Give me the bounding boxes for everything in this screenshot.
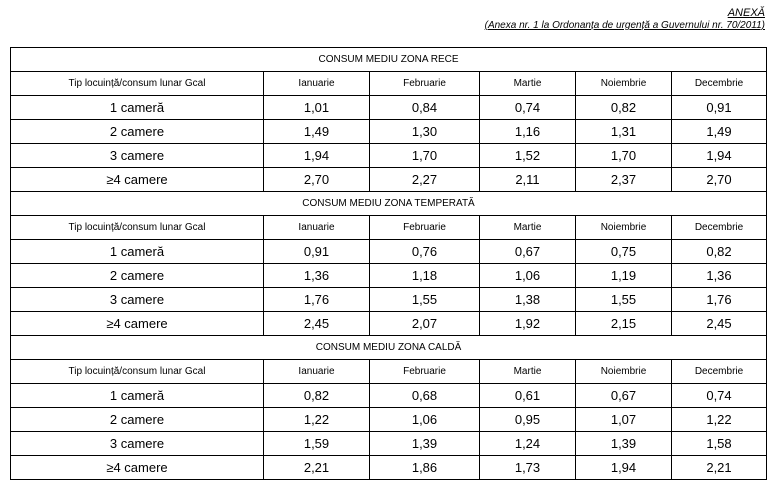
- value-cell: 2,07: [370, 312, 480, 336]
- row-label: 1 cameră: [11, 240, 264, 264]
- column-header: Tip locuință/consum lunar Gcal: [11, 216, 264, 240]
- column-header-row: [11, 360, 767, 384]
- table-row: [11, 432, 767, 456]
- value-cell: 1,38: [480, 288, 576, 312]
- section-title: CONSUM MEDIU ZONA TEMPERATĂ: [11, 192, 767, 216]
- table-row: [11, 312, 767, 336]
- value-cell: 1,94: [576, 456, 672, 480]
- value-cell: 1,59: [264, 432, 370, 456]
- value-cell: 0,95: [480, 408, 576, 432]
- value-cell: 0,82: [264, 384, 370, 408]
- row-label: 3 camere: [11, 288, 264, 312]
- row-label: 1 cameră: [11, 96, 264, 120]
- value-cell: 1,94: [672, 144, 767, 168]
- row-label: 2 camere: [11, 120, 264, 144]
- column-header: Martie: [480, 216, 576, 240]
- value-cell: 2,37: [576, 168, 672, 192]
- value-cell: 1,36: [672, 264, 767, 288]
- column-header: Tip locuință/consum lunar Gcal: [11, 360, 264, 384]
- consumption-table: [10, 47, 767, 480]
- section-title-row: [11, 192, 767, 216]
- annex-title: ANEXĂ: [727, 7, 765, 19]
- value-cell: 2,70: [264, 168, 370, 192]
- value-cell: 0,82: [576, 96, 672, 120]
- row-label: 2 camere: [11, 264, 264, 288]
- column-header: Martie: [480, 72, 576, 96]
- column-header: Februarie: [370, 216, 480, 240]
- column-header: Decembrie: [672, 216, 767, 240]
- table-row: [11, 144, 767, 168]
- section-title: CONSUM MEDIU ZONA RECE: [11, 48, 767, 72]
- value-cell: 2,45: [264, 312, 370, 336]
- column-header: Decembrie: [672, 72, 767, 96]
- value-cell: 0,74: [480, 96, 576, 120]
- value-cell: 0,91: [264, 240, 370, 264]
- value-cell: 0,75: [576, 240, 672, 264]
- annex-reference: (Anexa nr. 1 la Ordonanța de urgență a Guvernului nr. 70/2011): [484, 20, 765, 31]
- value-cell: 1,36: [264, 264, 370, 288]
- value-cell: 0,91: [672, 96, 767, 120]
- value-cell: 1,30: [370, 120, 480, 144]
- value-cell: 1,55: [370, 288, 480, 312]
- value-cell: 1,24: [480, 432, 576, 456]
- value-cell: 1,92: [480, 312, 576, 336]
- section-title-row: [11, 336, 767, 360]
- value-cell: 1,06: [370, 408, 480, 432]
- column-header: Februarie: [370, 72, 480, 96]
- value-cell: 2,21: [672, 456, 767, 480]
- value-cell: 1,07: [576, 408, 672, 432]
- section-title: CONSUM MEDIU ZONA CALDĂ: [11, 336, 767, 360]
- column-header-row: [11, 216, 767, 240]
- value-cell: 0,61: [480, 384, 576, 408]
- value-cell: 0,84: [370, 96, 480, 120]
- table-row: [11, 96, 767, 120]
- value-cell: 1,70: [576, 144, 672, 168]
- value-cell: 2,45: [672, 312, 767, 336]
- column-header: Ianuarie: [264, 360, 370, 384]
- row-label: ≥4 camere: [11, 456, 264, 480]
- table-row: [11, 168, 767, 192]
- value-cell: 1,86: [370, 456, 480, 480]
- value-cell: 0,76: [370, 240, 480, 264]
- table-row: [11, 264, 767, 288]
- value-cell: 2,21: [264, 456, 370, 480]
- value-cell: 1,73: [480, 456, 576, 480]
- value-cell: 1,70: [370, 144, 480, 168]
- value-cell: 0,74: [672, 384, 767, 408]
- column-header: Ianuarie: [264, 72, 370, 96]
- column-header: Noiembrie: [576, 216, 672, 240]
- value-cell: 1,31: [576, 120, 672, 144]
- value-cell: 1,19: [576, 264, 672, 288]
- value-cell: 1,76: [672, 288, 767, 312]
- value-cell: 1,76: [264, 288, 370, 312]
- value-cell: 1,52: [480, 144, 576, 168]
- value-cell: 1,39: [370, 432, 480, 456]
- table-row: [11, 240, 767, 264]
- value-cell: 2,27: [370, 168, 480, 192]
- row-label: 2 camere: [11, 408, 264, 432]
- value-cell: 1,22: [672, 408, 767, 432]
- column-header: Ianuarie: [264, 216, 370, 240]
- value-cell: 1,49: [264, 120, 370, 144]
- value-cell: 1,16: [480, 120, 576, 144]
- column-header: Noiembrie: [576, 72, 672, 96]
- value-cell: 2,11: [480, 168, 576, 192]
- column-header: Noiembrie: [576, 360, 672, 384]
- column-header: Decembrie: [672, 360, 767, 384]
- value-cell: 2,70: [672, 168, 767, 192]
- value-cell: 0,68: [370, 384, 480, 408]
- value-cell: 1,06: [480, 264, 576, 288]
- column-header: Martie: [480, 360, 576, 384]
- value-cell: 1,18: [370, 264, 480, 288]
- row-label: ≥4 camere: [11, 312, 264, 336]
- table-row: [11, 408, 767, 432]
- value-cell: 1,55: [576, 288, 672, 312]
- column-header-row: [11, 72, 767, 96]
- table-row: [11, 384, 767, 408]
- column-header: Februarie: [370, 360, 480, 384]
- value-cell: 1,39: [576, 432, 672, 456]
- value-cell: 0,67: [576, 384, 672, 408]
- table-row: [11, 120, 767, 144]
- value-cell: 1,94: [264, 144, 370, 168]
- value-cell: 0,82: [672, 240, 767, 264]
- row-label: ≥4 camere: [11, 168, 264, 192]
- value-cell: 1,49: [672, 120, 767, 144]
- value-cell: 1,01: [264, 96, 370, 120]
- table-row: [11, 456, 767, 480]
- value-cell: 1,58: [672, 432, 767, 456]
- table-row: [11, 288, 767, 312]
- value-cell: 0,67: [480, 240, 576, 264]
- section-title-row: [11, 48, 767, 72]
- row-label: 3 camere: [11, 144, 264, 168]
- value-cell: 2,15: [576, 312, 672, 336]
- value-cell: 1,22: [264, 408, 370, 432]
- row-label: 3 camere: [11, 432, 264, 456]
- column-header: Tip locuință/consum lunar Gcal: [11, 72, 264, 96]
- row-label: 1 cameră: [11, 384, 264, 408]
